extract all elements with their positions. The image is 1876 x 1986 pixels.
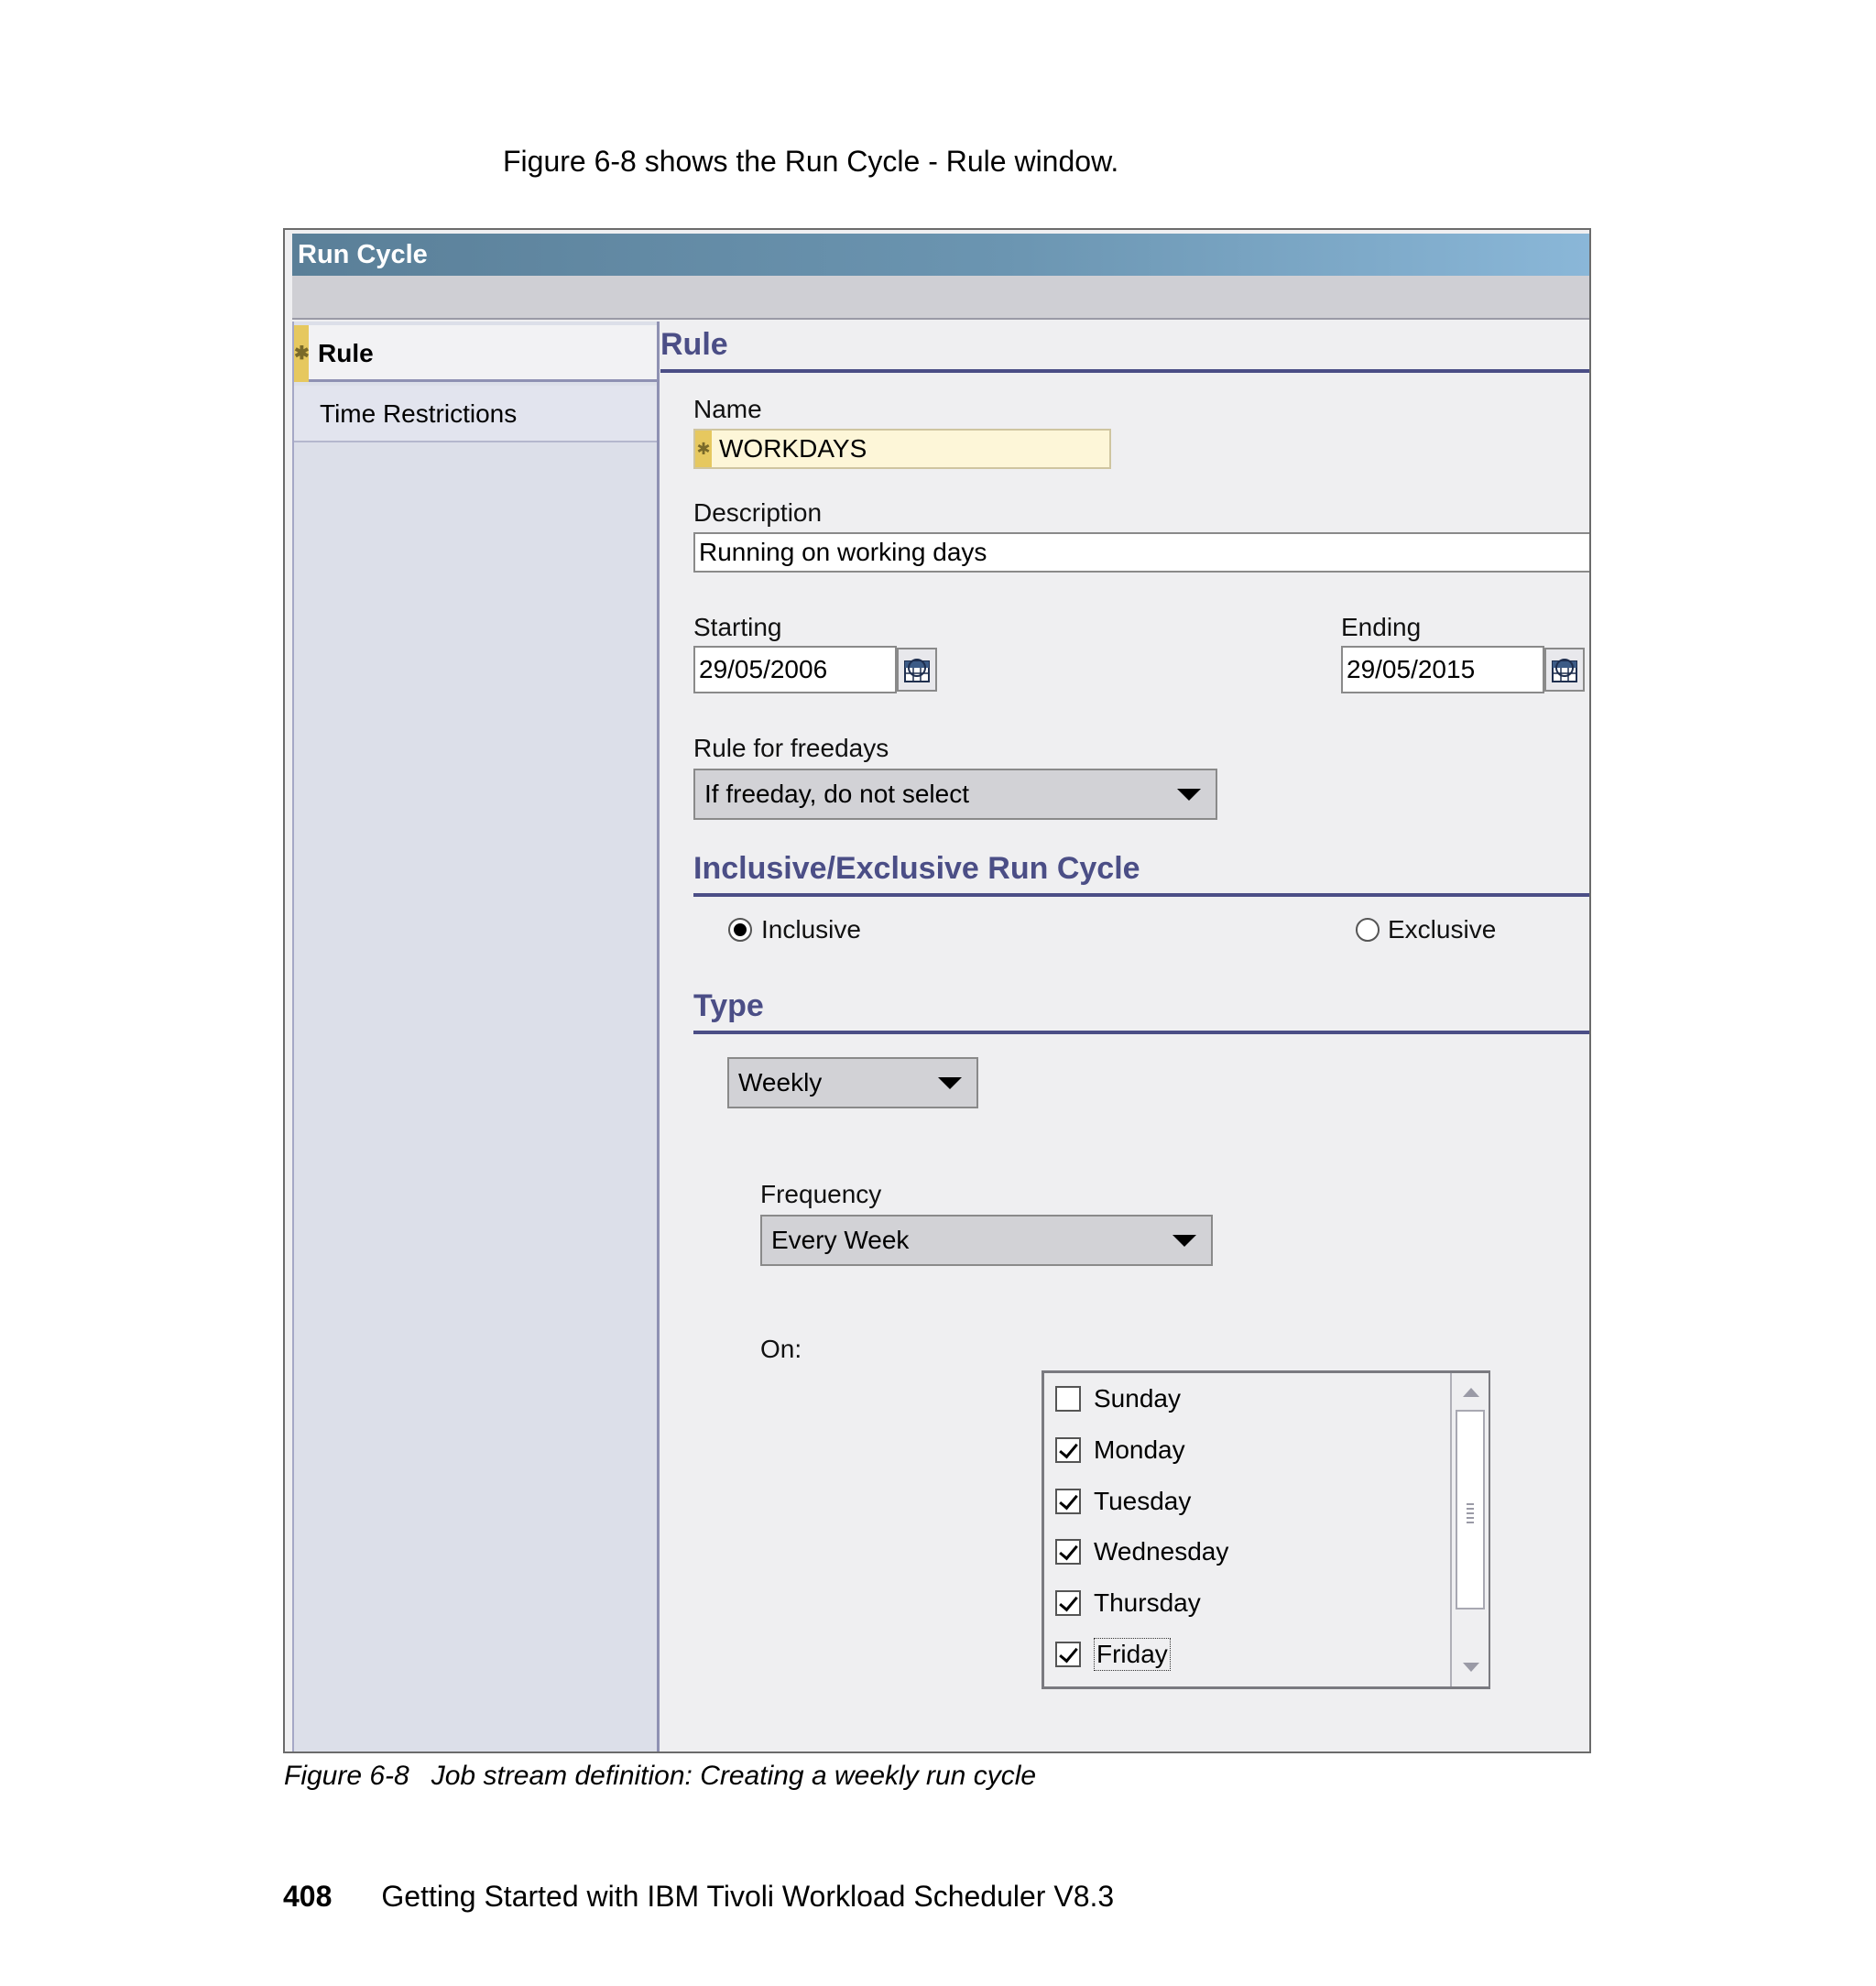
grip-icon — [1467, 1503, 1474, 1523]
ending-label: Ending — [1341, 613, 1422, 641]
days-scrollbar[interactable] — [1450, 1373, 1489, 1686]
inclusive-radio[interactable] — [728, 918, 752, 942]
figure-caption-text: Job stream definition: Creating a weekly run cycle — [431, 1761, 1037, 1791]
thursday-checkbox[interactable] — [1055, 1590, 1081, 1616]
calendar-icon — [901, 654, 933, 685]
scroll-down-icon[interactable] — [1463, 1663, 1479, 1672]
list-item[interactable] — [1055, 1585, 1201, 1621]
list-item[interactable] — [1055, 1483, 1191, 1520]
starting-calendar-button[interactable] — [897, 648, 937, 692]
section-divider — [660, 369, 1589, 373]
day-label: Sunday — [1094, 1384, 1181, 1413]
monday-checkbox[interactable] — [1055, 1437, 1081, 1463]
name-field[interactable] — [693, 429, 1111, 469]
section-title-inclusive-exclusive: Inclusive/Exclusive Run Cycle — [693, 851, 1140, 886]
sunday-checkbox[interactable] — [1055, 1386, 1081, 1412]
intro-text: Figure 6-8 shows the Run Cycle - Rule window. — [503, 145, 1119, 178]
type-value: Weekly — [738, 1068, 823, 1097]
figure-number: Figure 6-8 — [284, 1761, 409, 1791]
day-label: Tuesday — [1094, 1487, 1192, 1515]
run-cycle-window — [283, 228, 1591, 1753]
required-marker-icon: ✱ — [695, 431, 712, 467]
nav-item-time-restrictions[interactable] — [294, 386, 657, 442]
wednesday-checkbox[interactable] — [1055, 1539, 1081, 1565]
day-label: Friday — [1094, 1638, 1171, 1671]
tuesday-checkbox[interactable] — [1055, 1489, 1081, 1514]
name-label: Name — [693, 395, 762, 423]
exclusive-radio[interactable] — [1356, 918, 1380, 942]
section-title-type: Type — [693, 988, 764, 1023]
ending-date-field[interactable]: 29/05/2015 — [1341, 646, 1544, 693]
list-item[interactable] — [1055, 1636, 1171, 1673]
toolbar — [292, 276, 1589, 320]
frequency-value: Every Week — [771, 1226, 910, 1254]
navigation-panel — [292, 322, 660, 1751]
freedays-value: If freeday, do not select — [704, 780, 969, 808]
section-divider — [693, 893, 1589, 897]
page-number: 408 — [283, 1880, 333, 1913]
exclusive-label[interactable]: Exclusive — [1388, 915, 1497, 944]
calendar-icon — [1549, 654, 1580, 685]
page-footer — [283, 1880, 1114, 1914]
figure-caption — [284, 1761, 1036, 1792]
frequency-dropdown[interactable] — [760, 1215, 1213, 1266]
freedays-label: Rule for freedays — [693, 734, 889, 762]
nav-item-rule[interactable] — [294, 325, 657, 382]
freedays-dropdown[interactable] — [693, 769, 1217, 820]
book-title: Getting Started with IBM Tivoli Workload Scheduler V8.3 — [381, 1880, 1115, 1913]
day-label: Monday — [1094, 1435, 1185, 1464]
starting-date-field[interactable]: 29/05/2006 — [693, 646, 897, 693]
list-item[interactable] — [1055, 1533, 1228, 1570]
on-label: On: — [760, 1335, 802, 1363]
days-listbox[interactable] — [1042, 1370, 1490, 1689]
description-field[interactable]: Running on working days — [693, 532, 1591, 573]
ending-calendar-button[interactable] — [1544, 648, 1585, 692]
scroll-up-icon[interactable] — [1463, 1388, 1479, 1397]
starting-label: Starting — [693, 613, 782, 641]
day-label: Thursday — [1094, 1588, 1201, 1617]
name-value: WORKDAYS — [719, 434, 867, 463]
inclusive-label[interactable]: Inclusive — [761, 915, 861, 944]
list-item[interactable] — [1055, 1432, 1185, 1468]
chevron-down-icon — [938, 1077, 962, 1089]
required-marker-icon: ✱ — [294, 325, 309, 382]
frequency-label: Frequency — [760, 1180, 882, 1208]
day-label: Wednesday — [1094, 1537, 1229, 1566]
scroll-thumb[interactable] — [1456, 1410, 1485, 1610]
chevron-down-icon — [1172, 1235, 1196, 1247]
list-item[interactable] — [1055, 1380, 1181, 1417]
description-label: Description — [693, 498, 823, 527]
friday-checkbox[interactable] — [1055, 1642, 1081, 1667]
section-title-rule: Rule — [660, 327, 728, 362]
chevron-down-icon — [1177, 789, 1201, 801]
section-divider — [693, 1031, 1589, 1034]
window-title: Run Cycle — [292, 234, 1589, 276]
type-dropdown[interactable] — [727, 1057, 978, 1108]
nav-item-rule-label: Rule — [318, 339, 374, 367]
nav-item-time-restrictions-label: Time Restrictions — [320, 399, 518, 428]
